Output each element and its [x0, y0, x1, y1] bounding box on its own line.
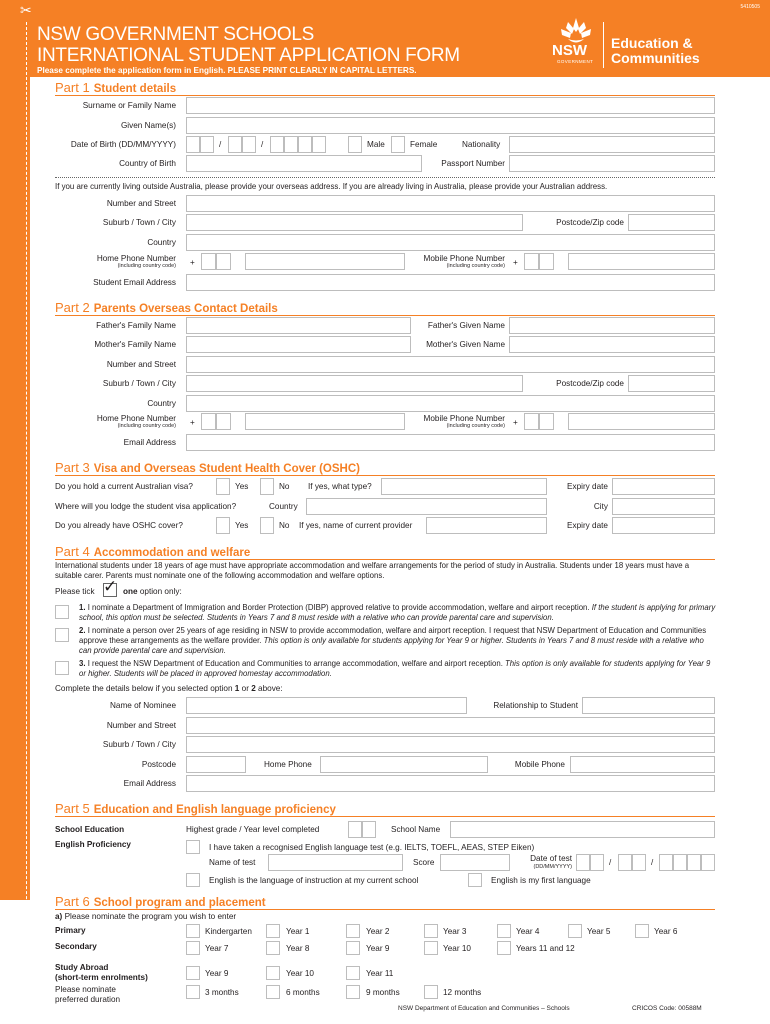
test-date-slash-1: / [609, 858, 612, 867]
mother-given-label: Mother's Given Name [426, 340, 505, 349]
female-label: Female [410, 140, 438, 149]
dob-year-4[interactable] [312, 136, 326, 153]
part3-rule [55, 475, 715, 476]
option2-checkbox[interactable] [55, 628, 69, 642]
suburb-label: Suburb / Town / City [102, 218, 176, 227]
parents-number-street-input[interactable] [186, 356, 715, 373]
oshc-expiry-label: Expiry date [567, 521, 608, 530]
home-phone-code-note: (including country code) [117, 263, 176, 269]
test-date-day-2[interactable] [590, 854, 604, 871]
nationality-input[interactable] [509, 136, 715, 153]
test-date-slash-2: / [651, 858, 654, 867]
footer-department: NSW Department of Education and Communities – Schools [398, 1005, 570, 1012]
mother-family-label: Mother's Family Name [94, 340, 176, 349]
footer-cricos: CRICOS Code: 00588M [632, 1005, 702, 1012]
school-education-label: School Education [55, 825, 125, 834]
dob-day-2[interactable] [200, 136, 214, 153]
parents-home-phone-country-2[interactable] [216, 413, 231, 430]
suburb-input[interactable] [186, 214, 523, 231]
option3-text: 3. I request the NSW Department of Education and Communities to arrange accommodation, welfare and airport reception. This option is only available for students applying for Year 9 or higher. Students will be placed in approved homestay accommodation. [79, 659, 711, 678]
parents-mobile-phone-note: (including country code) [446, 423, 505, 429]
nominee-home-phone-input[interactable] [320, 756, 488, 773]
year6-label: Year 6 [654, 927, 678, 936]
parents-mobile-phone-label: Mobile Phone Number [423, 414, 505, 423]
3-months-checkbox[interactable] [186, 985, 200, 999]
study-abroad-label: Study Abroad [55, 963, 109, 972]
form-code: 5410505 [740, 4, 760, 10]
primary-label: Primary [55, 926, 86, 935]
visa-no-label: No [279, 482, 290, 491]
visa-yes-checkbox[interactable] [216, 478, 230, 495]
checkmark-icon: ✓ [103, 577, 118, 596]
year8-checkbox[interactable] [266, 941, 280, 955]
mobile-phone-code-note: (including country code) [446, 263, 505, 269]
oshc-expiry-input[interactable] [612, 517, 715, 534]
home-phone-plus: + [190, 258, 195, 267]
country-label: Country [147, 238, 176, 247]
test-date-month-2[interactable] [632, 854, 646, 871]
student-email-input[interactable] [186, 274, 715, 291]
part6-rule [55, 909, 715, 910]
given-name-label: Given Name(s) [120, 121, 176, 130]
3-months-label: 3 months [205, 988, 239, 997]
home-phone-country-2[interactable] [216, 253, 231, 270]
nominate-duration-label: Please nominate [55, 985, 116, 994]
parents-country-input[interactable] [186, 395, 715, 412]
sa-year9-label: Year 9 [205, 969, 229, 978]
sa-year11-label: Year 11 [366, 969, 394, 978]
lodge-city-label: City [593, 502, 608, 511]
mobile-phone-input[interactable] [568, 253, 715, 270]
country-input[interactable] [186, 234, 715, 251]
score-input[interactable] [440, 854, 510, 871]
header-instruction: Please complete the application form in English. PLEASE PRINT CLEARLY IN CAPITAL LETTERS. [37, 66, 417, 75]
mother-given-input[interactable] [509, 336, 715, 353]
complete-details-note: Complete the details below if you selected option 1 or 2 above: [55, 684, 283, 693]
part4-intro: International students under 18 years of age must have appropriate accommodation and welfare arrangements for the period of study in Australia. Students under 18 years must have a suitable carer. Parents must nominate one of the following accommodation and welfare options. [55, 561, 690, 580]
oshc-yes-checkbox[interactable] [216, 517, 230, 534]
nominee-input[interactable] [186, 697, 467, 714]
nominee-street-label: Number and Street [106, 721, 176, 730]
oshc-provider-label: If yes, name of current provider [299, 521, 413, 530]
lodge-city-input[interactable] [612, 498, 715, 515]
option1-checkbox[interactable] [55, 605, 69, 619]
country-birth-label: Country of Birth [119, 159, 176, 168]
home-phone-input[interactable] [245, 253, 405, 270]
option1-text: 1. I nominate a Department of Immigration and Border Protection (DIBP) approved relative to provide accommodation, welfare and airport reception. If the student is applying for primary school, this option must be selected. Students in Years 7 and 8 must reside with a relative who can provide parental care and supervision. [79, 603, 716, 622]
part5-heading: Part 5 Education and English language proficiency [55, 801, 336, 816]
year5-label: Year 5 [587, 927, 611, 936]
nominee-suburb-input[interactable] [186, 736, 715, 753]
parents-mobile-phone-plus: + [513, 418, 518, 427]
nationality-label: Nationality [462, 140, 501, 149]
surname-input[interactable] [186, 97, 715, 114]
relationship-label: Relationship to Student [493, 701, 578, 710]
nominee-email-input[interactable] [186, 775, 715, 792]
tick-one-only: one option only: [123, 587, 182, 596]
dob-month-1[interactable] [228, 136, 242, 153]
year10-checkbox[interactable] [424, 941, 438, 955]
logo-communities-text: Communities [611, 50, 700, 66]
father-given-input[interactable] [509, 317, 715, 334]
mother-family-input[interactable] [186, 336, 411, 353]
part5-rule [55, 816, 715, 817]
year5-checkbox[interactable] [568, 924, 582, 938]
instruction-lang-label: English is the language of instruction at my current school [209, 876, 419, 885]
kindergarten-label: Kindergarten [205, 927, 252, 936]
home-phone-country-1[interactable] [201, 253, 216, 270]
oshc-yes-label: Yes [235, 521, 249, 530]
lodge-country-label: Country [269, 502, 298, 511]
visa-question: Do you hold a current Australian visa? [55, 482, 193, 491]
mobile-phone-label: Mobile Phone Number [423, 254, 505, 263]
parents-email-input[interactable] [186, 434, 715, 451]
sa-year9-checkbox[interactable] [186, 966, 200, 980]
year10-label: Year 10 [443, 944, 471, 953]
year9-label: Year 9 [366, 944, 390, 953]
nominee-street-input[interactable] [186, 717, 715, 734]
parents-mobile-phone-country-2[interactable] [539, 413, 554, 430]
program-instruction: a) Please nominate the program you wish to enter [55, 912, 237, 921]
part4-rule [55, 559, 715, 560]
year6-checkbox[interactable] [635, 924, 649, 938]
nominee-email-label: Email Address [123, 779, 176, 788]
nominee-mobile-label: Mobile Phone [514, 760, 565, 769]
number-street-label: Number and Street [106, 199, 176, 208]
year1-checkbox[interactable] [266, 924, 280, 938]
parents-home-phone-input[interactable] [245, 413, 405, 430]
visa-no-checkbox[interactable] [260, 478, 274, 495]
test-date-day-1[interactable] [576, 854, 590, 871]
male-label: Male [367, 140, 385, 149]
first-lang-label: English is my first language [491, 876, 591, 885]
parents-postcode-input[interactable] [628, 375, 715, 392]
visa-expiry-input[interactable] [612, 478, 715, 495]
mobile-phone-country-2[interactable] [539, 253, 554, 270]
option3-checkbox[interactable] [55, 661, 69, 675]
date-test-label: Date of test [530, 854, 572, 863]
first-lang-checkbox[interactable] [468, 873, 482, 887]
dob-slash-1: / [219, 140, 222, 149]
home-phone-label: Home Phone Number [96, 254, 176, 263]
visa-expiry-label: Expiry date [567, 482, 608, 491]
test-date-month-1[interactable] [618, 854, 632, 871]
highest-grade-1[interactable] [348, 821, 362, 838]
school-name-label: School Name [391, 825, 441, 834]
cut-line [26, 22, 27, 1024]
lodge-country-input[interactable] [306, 498, 547, 515]
postcode-input[interactable] [628, 214, 715, 231]
preferred-duration-label: preferred duration [55, 995, 121, 1004]
year2-label: Year 2 [366, 927, 390, 936]
dob-label: Date of Birth (DD/MM/YYYY) [70, 140, 176, 149]
part6-heading: Part 6 School program and placement [55, 894, 266, 909]
english-test-label: I have taken a recognised English language test (e.g. IELTS, TOEFL, AEAS, STEP Eiken) [209, 843, 535, 852]
secondary-label: Secondary [55, 942, 97, 951]
9-months-label: 9 months [366, 988, 400, 997]
parents-number-street-label: Number and Street [106, 360, 176, 369]
year4-label: Year 4 [516, 927, 540, 936]
scissors-icon: ✂ [20, 2, 32, 18]
highest-grade-2[interactable] [362, 821, 376, 838]
nominee-postcode-input[interactable] [186, 756, 246, 773]
number-street-input[interactable] [186, 195, 715, 212]
parents-home-phone-label: Home Phone Number [96, 414, 176, 423]
date-test-format: (DD/MM/YYYY) [533, 864, 572, 870]
part3-heading: Part 3 Visa and Overseas Student Health Cover (OSHC) [55, 460, 360, 475]
test-date-year-4[interactable] [701, 854, 715, 871]
year2-checkbox[interactable] [346, 924, 360, 938]
9-months-checkbox[interactable] [346, 985, 360, 999]
year7-label: Year 7 [205, 944, 229, 953]
test-date-year-3[interactable] [687, 854, 701, 871]
6-months-label: 6 months [286, 988, 320, 997]
score-label: Score [413, 858, 435, 867]
male-checkbox[interactable] [348, 136, 362, 153]
logo-government-text: GOVERNMENT [557, 59, 594, 64]
school-name-input[interactable] [450, 821, 715, 838]
nominee-mobile-input[interactable] [570, 756, 715, 773]
visa-lodge-question: Where will you lodge the student visa application? [55, 502, 237, 511]
parents-mobile-phone-country-1[interactable] [524, 413, 539, 430]
oshc-question: Do you already have OSHC cover? [55, 521, 183, 530]
dob-year-1[interactable] [270, 136, 284, 153]
oshc-no-checkbox[interactable] [260, 517, 274, 534]
12-months-checkbox[interactable] [424, 985, 438, 999]
mobile-phone-country-1[interactable] [524, 253, 539, 270]
part1-divider [55, 177, 715, 178]
english-proficiency-label: English Proficiency [55, 840, 131, 849]
header-title-line1: NSW GOVERNMENT SCHOOLS [37, 24, 315, 45]
nominee-label: Name of Nominee [110, 701, 176, 710]
tick-instruction: Please tick [55, 587, 95, 596]
oshc-provider-input[interactable] [426, 517, 547, 534]
logo-nsw-text: NSW [552, 42, 587, 59]
year3-checkbox[interactable] [424, 924, 438, 938]
parents-home-phone-country-1[interactable] [201, 413, 216, 430]
surname-label: Surname or Family Name [82, 101, 176, 110]
female-checkbox[interactable] [391, 136, 405, 153]
part2-rule [55, 315, 715, 316]
year7-checkbox[interactable] [186, 941, 200, 955]
nominee-suburb-label: Suburb / Town / City [102, 740, 176, 749]
short-term-label: (short-term enrolments) [55, 973, 148, 982]
nominee-postcode-label: Postcode [141, 760, 176, 769]
kindergarten-checkbox[interactable] [186, 924, 200, 938]
highest-grade-label: Highest grade / Year level completed [186, 825, 320, 834]
instruction-lang-checkbox[interactable] [186, 873, 200, 887]
relationship-input[interactable] [582, 697, 715, 714]
parents-mobile-phone-input[interactable] [568, 413, 715, 430]
sa-year11-checkbox[interactable] [346, 966, 360, 980]
year8-label: Year 8 [286, 944, 310, 953]
parents-postcode-label: Postcode/Zip code [556, 379, 624, 388]
dob-year-3[interactable] [298, 136, 312, 153]
logo-divider [603, 22, 604, 68]
sa-year10-label: Year 10 [286, 969, 314, 978]
test-date-year-1[interactable] [659, 854, 673, 871]
header-title-line2: INTERNATIONAL STUDENT APPLICATION FORM [37, 45, 460, 66]
dob-slash-2: / [261, 140, 264, 149]
overseas-address-note: If you are currently living outside Australia, please provide your overseas address. If you are already living in Australia, please provide your Australian address. [55, 182, 608, 191]
parents-email-label: Email Address [123, 438, 176, 447]
passport-input[interactable] [509, 155, 715, 172]
father-family-label: Father's Family Name [96, 321, 176, 330]
passport-label: Passport Number [441, 159, 505, 168]
dob-year-2[interactable] [284, 136, 298, 153]
year9-checkbox[interactable] [346, 941, 360, 955]
part1-heading: Part 1 Student details [55, 80, 177, 95]
oshc-no-label: No [279, 521, 290, 530]
father-family-input[interactable] [186, 317, 411, 334]
father-given-label: Father's Given Name [427, 321, 505, 330]
logo-education-text: Education & [611, 35, 693, 51]
test-date-year-2[interactable] [673, 854, 687, 871]
year4-checkbox[interactable] [497, 924, 511, 938]
test-name-input[interactable] [268, 854, 403, 871]
6-months-checkbox[interactable] [266, 985, 280, 999]
nominee-home-phone-label: Home Phone [264, 760, 312, 769]
parents-home-phone-note: (including country code) [117, 423, 176, 429]
mobile-phone-plus: + [513, 258, 518, 267]
part4-heading: Part 4 Accommodation and welfare [55, 544, 251, 559]
parents-home-phone-plus: + [190, 418, 195, 427]
year11-12-checkbox[interactable] [497, 941, 511, 955]
part2-heading: Part 2 Parents Overseas Contact Details [55, 300, 278, 315]
year1-label: Year 1 [286, 927, 310, 936]
visa-yes-label: Yes [235, 482, 249, 491]
12-months-label: 12 months [443, 988, 482, 997]
option2-text: 2. I nominate a person over 25 years of age residing in NSW to provide accommodation, welfare and airport reception. I request that NSW Department of Education and Communities approve these arrangements as the welfare provider. This option is only available for students applying for Year 9 or higher. Students in Years 7 and 8 must reside with a relative who can provide parental care and supervision. [79, 626, 707, 655]
test-name-label: Name of test [209, 858, 256, 867]
sa-year10-checkbox[interactable] [266, 966, 280, 980]
year3-label: Year 3 [443, 927, 467, 936]
visa-type-label: If yes, what type? [308, 482, 372, 491]
visa-type-input[interactable] [381, 478, 547, 495]
student-email-label: Student Email Address [93, 278, 176, 287]
given-name-input[interactable] [186, 117, 715, 134]
country-birth-input[interactable] [186, 155, 422, 172]
parents-country-label: Country [147, 399, 176, 408]
parents-suburb-label: Suburb / Town / City [102, 379, 176, 388]
english-test-checkbox[interactable] [186, 840, 200, 854]
postcode-label: Postcode/Zip code [556, 218, 624, 227]
dob-day-1[interactable] [186, 136, 200, 153]
year11-12-label: Years 11 and 12 [516, 944, 575, 953]
part1-rule [55, 95, 715, 96]
dob-month-2[interactable] [242, 136, 256, 153]
parents-suburb-input[interactable] [186, 375, 523, 392]
